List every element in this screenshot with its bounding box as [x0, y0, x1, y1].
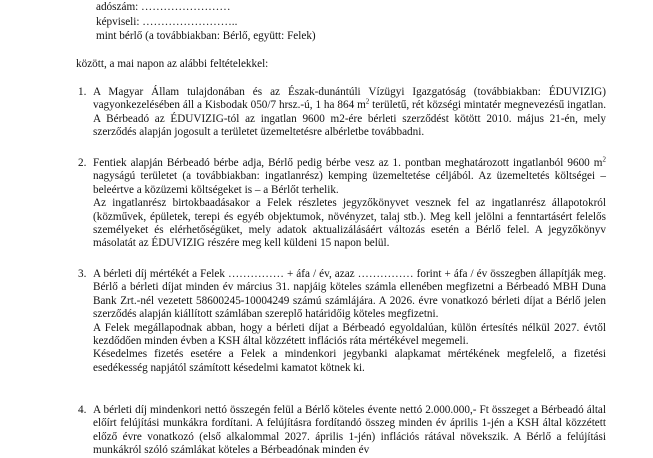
paragraph-text: területű, rét községi mintatér megnevezésű ingatlan. A Bérbeadó az ÉDUVIZIG-tól az ingatlan 9600 m2-ére bérleti szerződést kötött 2010. május 21-én, mely szerződés alapján jogosult a területet üzemeltetésre albérletbe továbbadni. — [93, 99, 606, 139]
clause-body — [93, 404, 606, 458]
clause-number: 2. — [78, 157, 87, 169]
paragraph-text: A Felek megállapodnak abban, hogy a bérleti díjat a Bérbeadó egyoldalúan, külön értesítés nélkül 2027. évtől kezdődően minden évben a KSH által közzétett inflációs ráta mértékével megemeli. — [93, 321, 606, 348]
superscript: 2 — [602, 155, 606, 164]
clause-number: 1. — [78, 86, 87, 98]
clause-number: 3. — [78, 268, 87, 280]
clause-paragraph — [93, 404, 606, 458]
paragraph-text: nagyságú területet (a továbbiakban: ingatlanrész) kemping üzemeltetése céljából. Az üzemeltetés költségei – beleértve a közüzemi költségeket is – a Bérlőt terhelik. — [93, 170, 606, 196]
clause-paragraph — [93, 268, 606, 322]
clause-paragraph — [93, 197, 606, 251]
paragraph-text: A bérleti díj mindenkori nettó összegén felül a Bérlő köteles évente nettó 2.000.000,- Ft összeget a Bérbeadó által előírt felújítási munkákra fordítani. A felújításra fordítandó összeg minden év április 1-jén a KSH által közzétett előző évre vonatkozó (első alkalommal 2027. április 1-jén) inflációs rátával növekszik. A Bérlő a felújítási munkákról szóló számlákat köteles a Bérbeadónak minden év — [93, 404, 606, 457]
paragraph-text: A Magyar Állam tulajdonában és az Észak-dunántúli Vízügyi Igazgatóság (továbbiakban: ÉDUVIZIG) vagyonkezelésében áll a Kisbodak 050/7 hrsz.-ú, 1 ha 864 m — [93, 86, 606, 112]
clause-body — [93, 157, 606, 251]
clause-paragraph — [93, 157, 606, 197]
paragraph-text: A bérleti díj mértékét a Felek …………… + áfa / év, azaz …………… forint + áfa / év összegben állapítják meg. Bérlő a bérleti díjat minden év március 31. napjáig köteles számla ellenében megfizetni a Bérbeadó MBH Duna Bank Zrt.-nél vezetett 58600245-10004249 számú számlájára. A 2026. évre vonatkozó bérleti díjat a Bérlő jelen szerződés alapján kiállított számlában szereplő határidőig köteles megfizetni. — [93, 268, 606, 321]
contract-clause-3 — [78, 268, 606, 375]
tenant-definition-line: mint bérlő (a továbbiakban: Bérlő, együtt: Felek) — [96, 30, 316, 42]
clause-paragraph — [93, 348, 606, 375]
contract-clause-2 — [78, 157, 606, 251]
contract-clause-1 — [78, 86, 606, 140]
tax-number-line: adószám: …………………… — [96, 1, 231, 13]
paragraph-text: Az ingatlanrész birtokbaadásakor a Felek részletes jegyzőkönyvet vesznek fel az ingatlanrész állapotokról (közművek, épületek, terepi és egyéb objektumok, növényzet, talaj stb.). Meg kell jelölni a fenntartásért felelős személyeket és elérhetőségüket, mely adatok aktualizálásáért változás esetén a Bérlő felel. A jegyzőkönyv másolatát az ÉDUVIZIG részére meg kell küldeni 15 napon belül. — [93, 197, 606, 250]
clause-body — [93, 86, 606, 140]
paragraph-text: Fentiek alapján Bérbeadó bérbe adja, Bérlő pedig bérbe vesz az 1. pontban meghatározott ingatlanból 9600 m — [93, 157, 603, 169]
clause-body — [93, 268, 606, 375]
clause-number: 4. — [78, 404, 87, 416]
clause-paragraph — [93, 86, 606, 140]
contract-clause-4 — [78, 404, 606, 458]
paragraph-text: Késedelmes fizetés esetére a Felek a mindenkori jegybanki alapkamat mértékének megfelelő, a fizetési esedékesség napjától számított késedelmi kamatot kötnek ki. — [93, 348, 606, 374]
clause-paragraph — [93, 322, 606, 349]
contract-intro: között, a mai napon az alábbi feltételekkel: — [76, 58, 269, 70]
representative-line: képviseli: …………………….. — [96, 16, 238, 28]
superscript: 2 — [365, 97, 370, 106]
